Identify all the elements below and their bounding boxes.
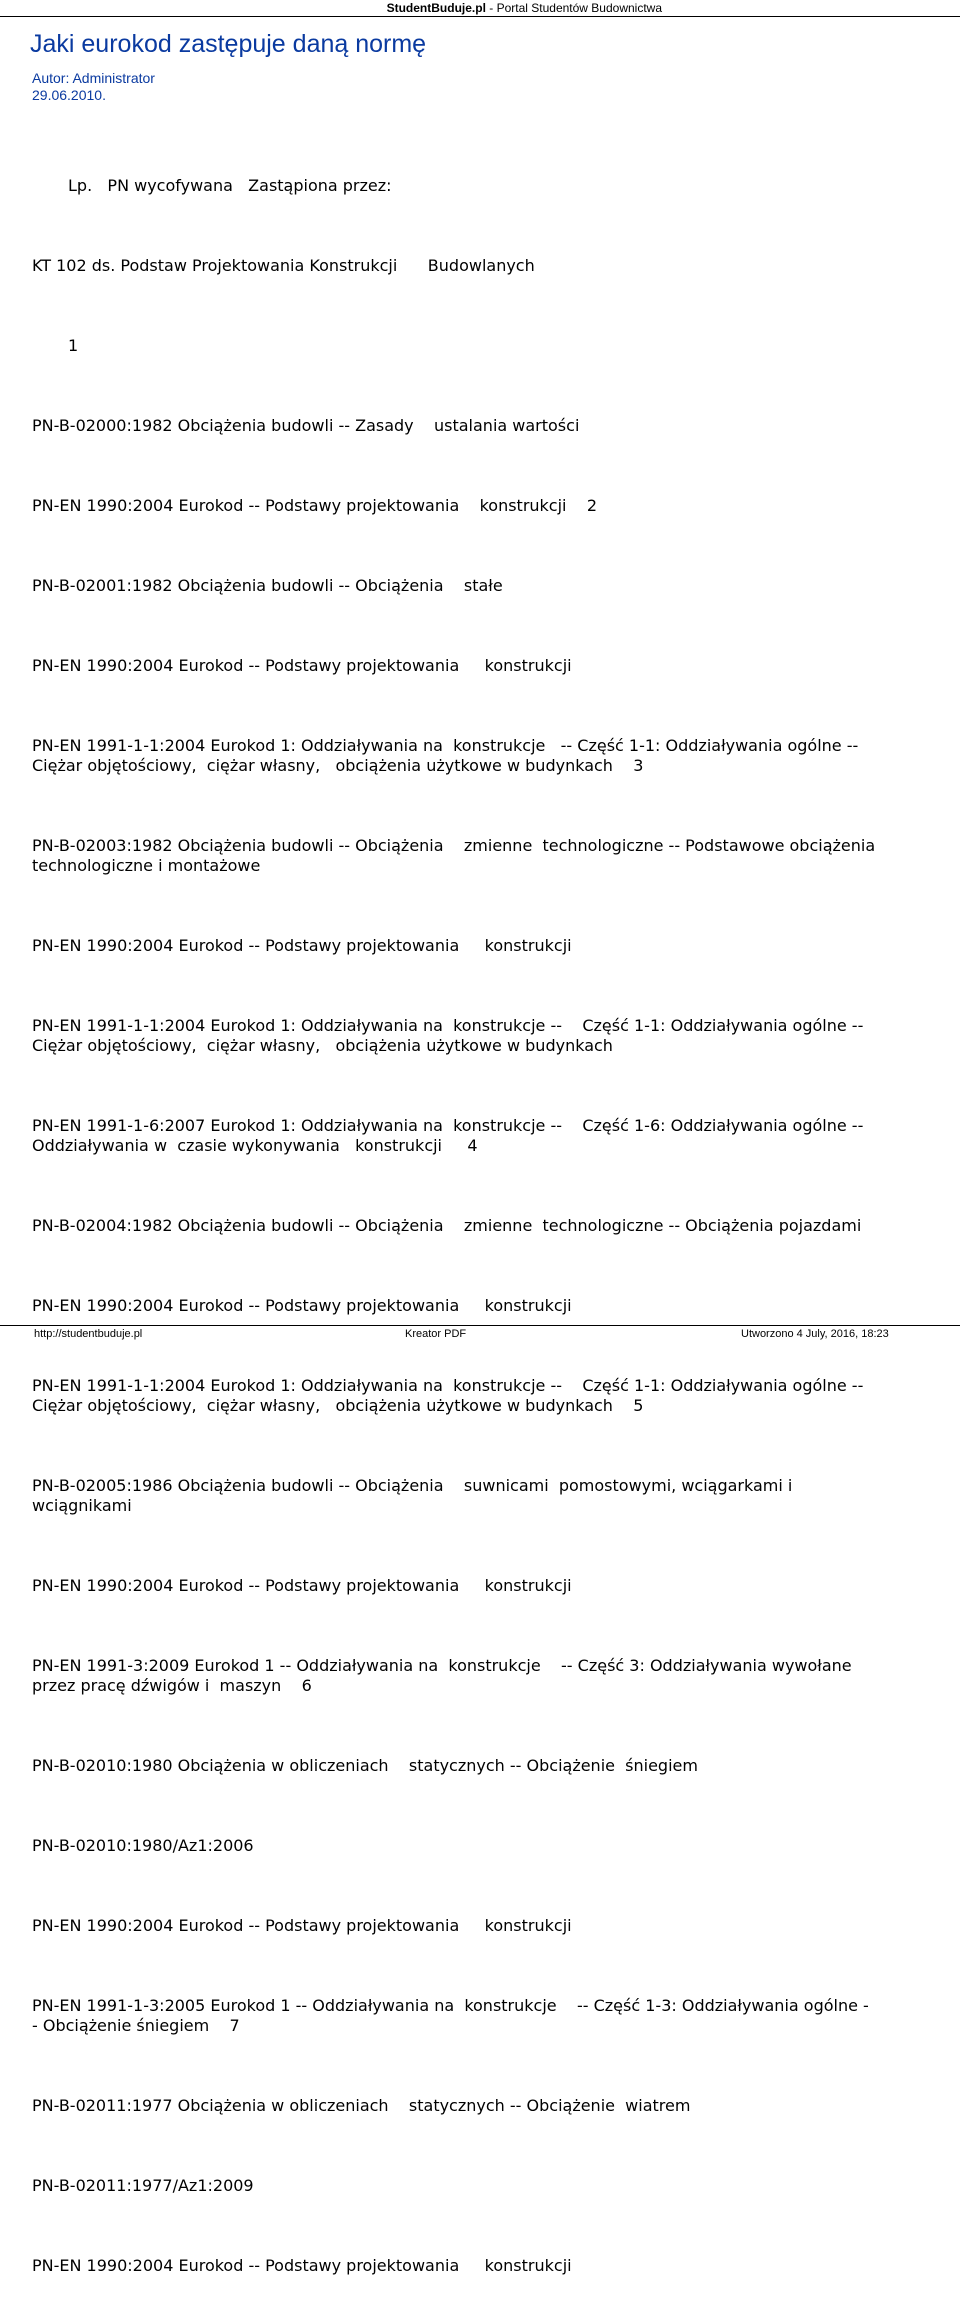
- standard-line: PN-EN 1990:2004 Eurokod -- Podstawy projektowania konstrukcji: [32, 1916, 572, 1935]
- site-name-tagline: - Portal Studentów Budownictwa: [485, 1, 662, 15]
- standard-line: PN-EN 1990:2004 Eurokod -- Podstawy projektowania konstrukcji: [32, 1296, 572, 1315]
- footer-url: http://studentbuduje.pl: [34, 1328, 143, 1340]
- standard-line: PN-B-02010:1980 Obciążenia w obliczeniach statycznych -- Obciążenie śniegiem: [32, 1756, 698, 1775]
- standard-line: PN-B-02011:1977 Obciążenia w obliczeniach statycznych -- Obciążenie wiatrem: [32, 2096, 691, 2115]
- author-line: Autor: Administrator: [32, 70, 155, 86]
- footer-created-date: Utworzono 4 July, 2016, 18:23: [741, 1328, 889, 1340]
- committee-line: KT 102 ds. Podstaw Projektowania Konstrukcji Budowlanych: [32, 256, 535, 275]
- site-name: [387, 1, 662, 15]
- standard-line: PN-EN 1991-1-1:2004 Eurokod 1: Oddziaływania na konstrukcje -- Część 1-1: Oddziaływania ogólne -- Ciężar objętościowy, ciężar własny, obciążenia użytkowe w budynkach 3: [32, 736, 859, 775]
- entry-number: 1: [68, 336, 79, 355]
- standard-line: PN-B-02000:1982 Obciążenia budowli -- Zasady ustalania wartości: [32, 416, 580, 435]
- standard-line: PN-B-02010:1980/Az1:2006: [32, 1836, 254, 1855]
- standard-line: PN-B-02005:1986 Obciążenia budowli -- Obciążenia suwnicami pomostowymi, wciągarkami i wciągnikami: [32, 1476, 793, 1515]
- standard-line: PN-EN 1990:2004 Eurokod -- Podstawy projektowania konstrukcji: [32, 656, 572, 675]
- standard-line: PN-EN 1991-1-6:2007 Eurokod 1: Oddziaływania na konstrukcje -- Część 1-6: Oddziaływania ogólne -- Oddziaływania w czasie wykonywania konstrukcji 4: [32, 1116, 864, 1155]
- standard-line: PN-B-02011:1977/Az1:2009: [32, 2176, 254, 2195]
- page-title: Jaki eurokod zastępuje daną normę: [30, 30, 427, 58]
- standard-line: PN-EN 1990:2004 Eurokod -- Podstawy projektowania konstrukcji: [32, 936, 572, 955]
- standard-line: PN-EN 1990:2004 Eurokod -- Podstawy projektowania konstrukcji: [32, 2256, 572, 2275]
- top-header-bar: [0, 0, 960, 17]
- article-body: [32, 136, 937, 2316]
- publish-date: 29.06.2010.: [32, 87, 106, 103]
- standard-line: PN-B-02001:1982 Obciążenia budowli -- Obciążenia stałe: [32, 576, 503, 595]
- table-header-line: Lp. PN wycofywana Zastąpiona przez:: [68, 176, 392, 195]
- standard-line: PN-EN 1991-1-1:2004 Eurokod 1: Oddziaływania na konstrukcje -- Część 1-1: Oddziaływania ogólne -- Ciężar objętościowy, ciężar własny, obciążenia użytkowe w budynkach: [32, 1016, 864, 1055]
- standard-line: PN-EN 1991-1-3:2005 Eurokod 1 -- Oddziaływania na konstrukcje -- Część 1-3: Oddziaływania ogólne - - Obciążenie śniegiem 7: [32, 1996, 869, 2035]
- standard-line: PN-EN 1991-1-1:2004 Eurokod 1: Oddziaływania na konstrukcje -- Część 1-1: Oddziaływania ogólne -- Ciężar objętościowy, ciężar własny, obciążenia użytkowe w budynkach 5: [32, 1376, 864, 1415]
- standard-line: PN-EN 1990:2004 Eurokod -- Podstawy projektowania konstrukcji 2: [32, 496, 598, 515]
- site-name-bold: StudentBuduje.pl: [386, 1, 486, 15]
- page-footer: [0, 1325, 960, 1342]
- standard-line: PN-B-02003:1982 Obciążenia budowli -- Obciążenia zmienne technologiczne -- Podstawowe obciążenia technologiczne i montażowe: [32, 836, 876, 875]
- footer-creator: Kreator PDF: [405, 1328, 467, 1340]
- standard-line: PN-B-02004:1982 Obciążenia budowli -- Obciążenia zmienne technologiczne -- Obciążenia pojazdami: [32, 1216, 862, 1235]
- standard-line: PN-EN 1991-3:2009 Eurokod 1 -- Oddziaływania na konstrukcje -- Część 3: Oddziaływania wywołane przez pracę dźwigów i maszyn 6: [32, 1656, 852, 1695]
- standard-line: PN-EN 1990:2004 Eurokod -- Podstawy projektowania konstrukcji: [32, 1576, 572, 1595]
